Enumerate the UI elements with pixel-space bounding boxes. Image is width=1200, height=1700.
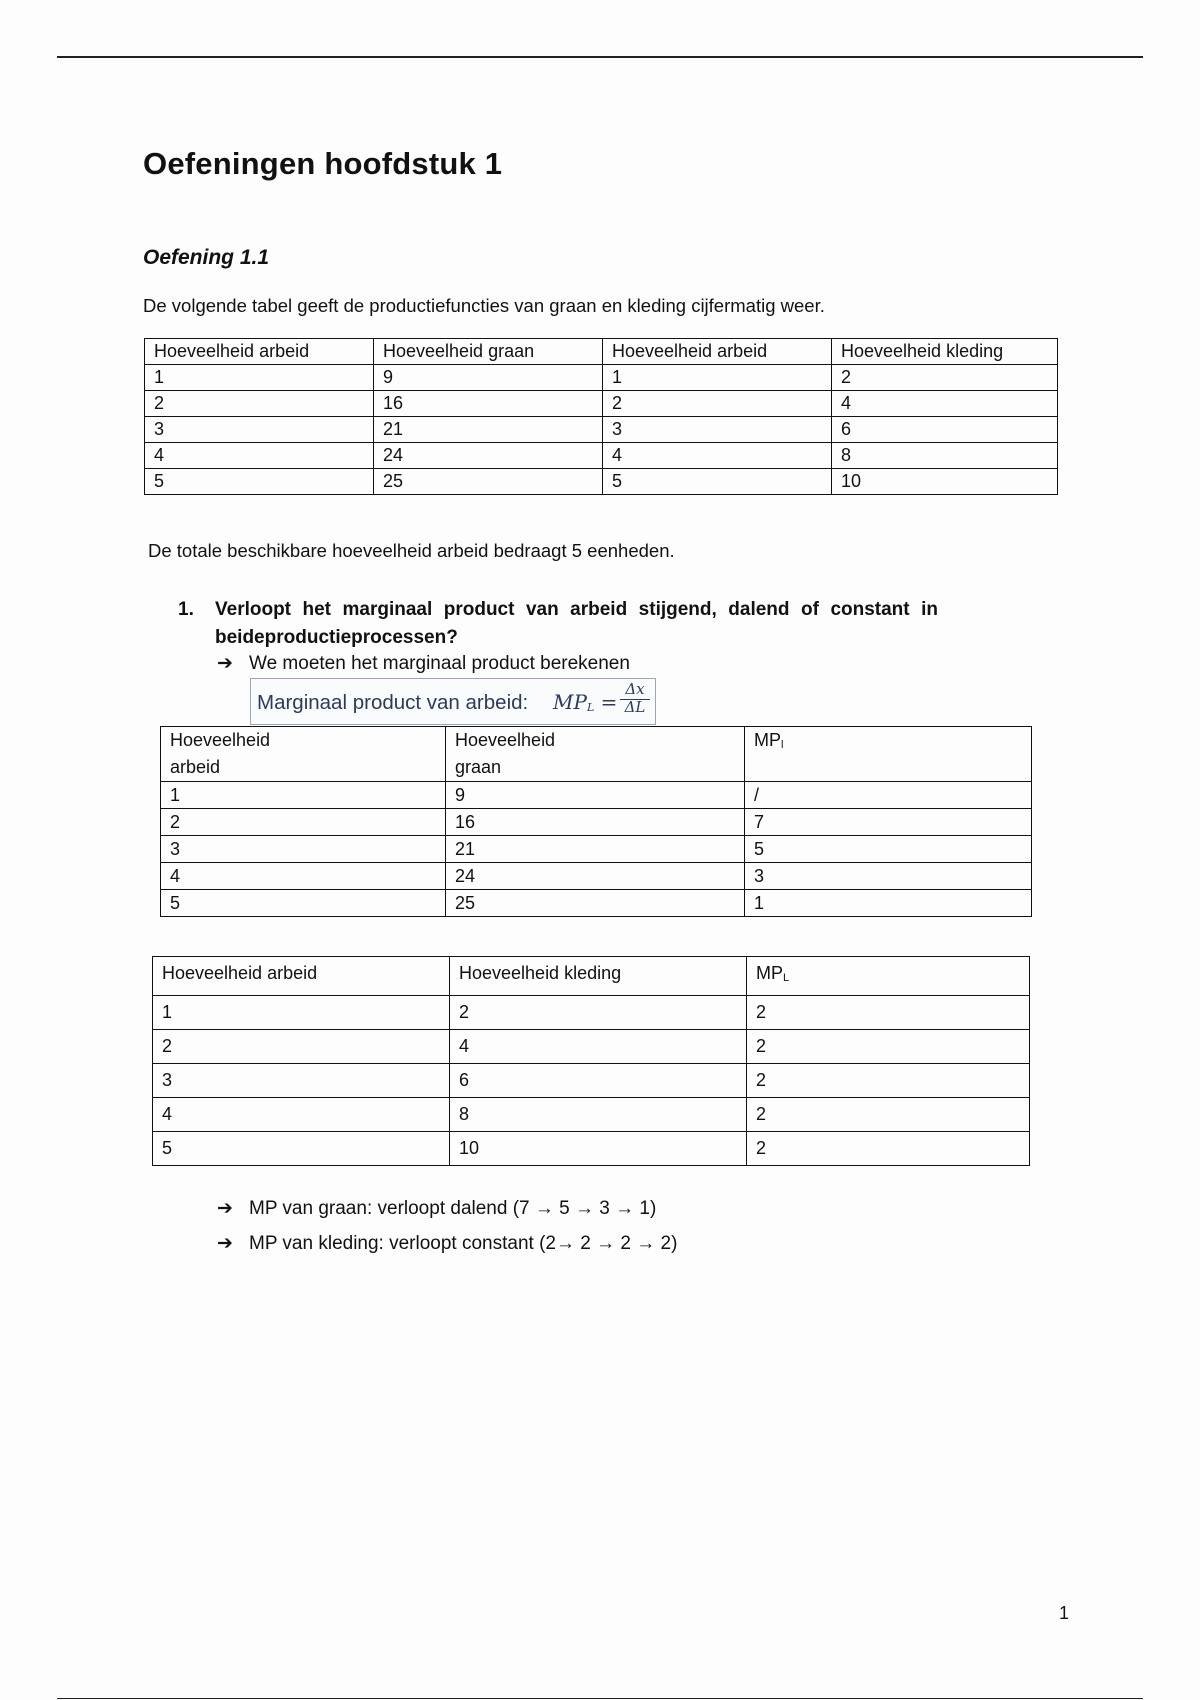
table-row	[161, 809, 1032, 836]
table-row	[153, 1098, 1030, 1132]
table-cell: 4	[145, 443, 374, 469]
table-cell: 9	[446, 782, 745, 809]
table-row	[153, 996, 1030, 1030]
arrow-right-icon: ➔	[217, 653, 233, 674]
table-cell: 3	[161, 836, 446, 863]
table-row	[145, 443, 1058, 469]
question-number: 1.	[178, 599, 194, 620]
formula-fraction	[620, 680, 650, 716]
column-header: Hoeveelheid kleding	[450, 957, 747, 996]
column-header: Hoeveelheid arbeid	[153, 957, 450, 996]
table-cell: 16	[446, 809, 745, 836]
question-1	[178, 596, 938, 652]
table-cell: 2	[747, 1132, 1030, 1166]
table-row	[153, 1030, 1030, 1064]
column-header: Hoeveelheid kleding	[832, 339, 1058, 365]
table-cell: 10	[450, 1132, 747, 1166]
arrow-right-icon: ➔	[217, 1198, 233, 1219]
column-header: Hoeveelheid arbeid	[603, 339, 832, 365]
table-cell: 8	[832, 443, 1058, 469]
table-cell: 2	[747, 1030, 1030, 1064]
table-cell: 2	[747, 996, 1030, 1030]
table-cell: 2	[450, 996, 747, 1030]
table-cell: 3	[745, 863, 1032, 890]
table-cell: 5	[145, 469, 374, 495]
table-row	[145, 365, 1058, 391]
table-cell: 4	[603, 443, 832, 469]
table-cell: 5	[745, 836, 1032, 863]
table-cell: 4	[161, 863, 446, 890]
conclusion-grain	[217, 1197, 656, 1220]
table-row	[145, 391, 1058, 417]
table-cell: 2	[145, 391, 374, 417]
column-header: Hoeveelheid arbeid	[161, 727, 446, 782]
table-cell: 4	[153, 1098, 450, 1132]
table-cell: 24	[374, 443, 603, 469]
formula-denominator: ΔL	[624, 698, 646, 716]
intro-paragraph: De volgende tabel geeft de productiefuncties van graan en kleding cijfermatig weer.	[143, 295, 825, 316]
exercise-title: Oefening 1.1	[143, 246, 270, 269]
clothing-mp-table	[152, 956, 1030, 1166]
formula-box	[250, 678, 656, 725]
table-cell: 1	[161, 782, 446, 809]
table-row	[153, 1132, 1030, 1166]
formula-lhs: $MP_L$ =	[553, 690, 618, 714]
table-cell: 5	[153, 1132, 450, 1166]
table-header-row	[153, 957, 1030, 996]
table-cell: 3	[145, 417, 374, 443]
formula-numerator: Δx	[625, 680, 645, 698]
grain-mp-table	[160, 726, 1032, 917]
table-cell: 3	[603, 417, 832, 443]
table-row	[161, 782, 1032, 809]
table-header-row	[161, 727, 1032, 782]
table-cell: 10	[832, 469, 1058, 495]
column-header-mp: $MP_L$	[747, 957, 1030, 996]
conclusion-text: MP van graan: verloopt dalend (7 → 5 → 3 → 1)	[249, 1198, 657, 1219]
arrow-note	[217, 652, 630, 675]
table-cell: /	[745, 782, 1032, 809]
table-row	[161, 836, 1032, 863]
table-cell: 24	[446, 863, 745, 890]
table-row	[161, 863, 1032, 890]
column-header-mp: $MP_l$	[745, 727, 1032, 782]
production-table	[144, 338, 1058, 495]
question-text: Verloopt het marginaal product van arbeid stijgend, dalend of constant in beideproductieprocessen?	[215, 599, 938, 648]
table-cell: 5	[603, 469, 832, 495]
table-cell: 21	[374, 417, 603, 443]
column-header: Hoeveelheid arbeid	[145, 339, 374, 365]
table-cell: 6	[832, 417, 1058, 443]
table-cell: 2	[153, 1030, 450, 1064]
column-header: Hoeveelheid graan	[446, 727, 745, 782]
arrow-note-text: We moeten het marginaal product berekenen	[249, 653, 630, 674]
table-cell: 25	[446, 890, 745, 917]
conclusion-clothing	[217, 1232, 677, 1255]
table-cell: 25	[374, 469, 603, 495]
table-row	[161, 890, 1032, 917]
page-number: 1	[1059, 1603, 1070, 1623]
page-title: Oefeningen hoofdstuk 1	[143, 146, 503, 181]
available-labor-text: De totale beschikbare hoeveelheid arbeid bedraagt 5 eenheden.	[148, 540, 675, 561]
column-header: Hoeveelheid graan	[374, 339, 603, 365]
table-cell: 4	[832, 391, 1058, 417]
table-cell: 8	[450, 1098, 747, 1132]
arrow-right-icon: ➔	[217, 1233, 233, 1254]
table-cell: 5	[161, 890, 446, 917]
table-cell: 2	[747, 1098, 1030, 1132]
table-row	[153, 1064, 1030, 1098]
table-header-row	[145, 339, 1058, 365]
table-cell: 2	[161, 809, 446, 836]
table-cell: 6	[450, 1064, 747, 1098]
table-cell: 1	[145, 365, 374, 391]
table-cell: 1	[745, 890, 1032, 917]
table-cell: 9	[374, 365, 603, 391]
table-cell: 3	[153, 1064, 450, 1098]
table-cell: 1	[603, 365, 832, 391]
table-cell: 4	[450, 1030, 747, 1064]
table-row	[145, 469, 1058, 495]
conclusion-text: MP van kleding: verloopt constant (2→ 2 → 2 → 2)	[249, 1233, 678, 1254]
table-row	[145, 417, 1058, 443]
formula-label: Marginaal product van arbeid:	[257, 691, 529, 714]
table-cell: 1	[153, 996, 450, 1030]
top-rule	[57, 56, 1143, 58]
table-cell: 2	[747, 1064, 1030, 1098]
table-cell: 21	[446, 836, 745, 863]
bottom-rule	[57, 1698, 1143, 1699]
table-cell: 2	[603, 391, 832, 417]
table-cell: 7	[745, 809, 1032, 836]
table-cell: 2	[832, 365, 1058, 391]
table-cell: 16	[374, 391, 603, 417]
